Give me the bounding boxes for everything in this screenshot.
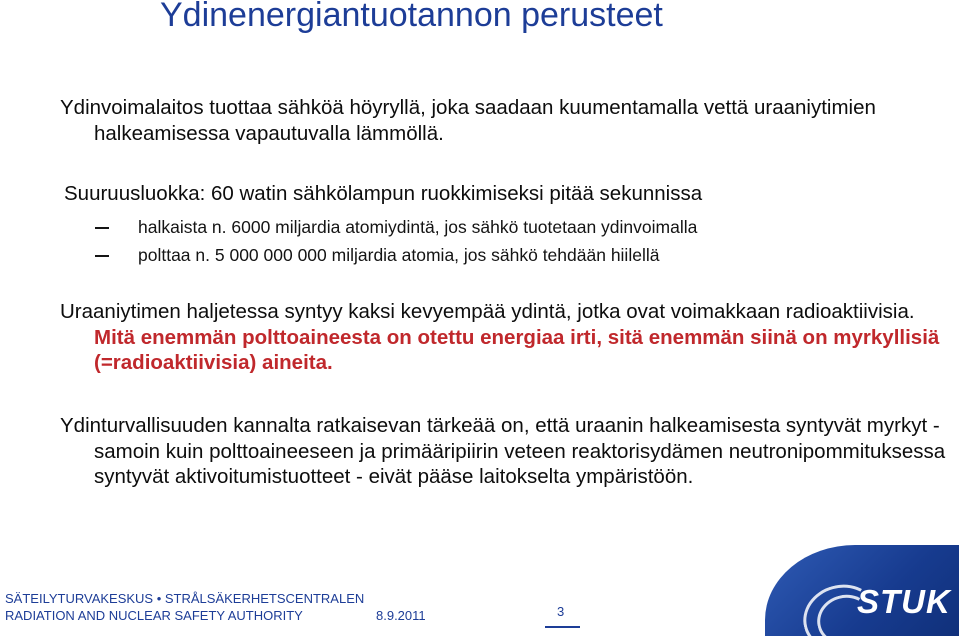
paragraph-safety: Ydinturvallisuuden kannalta ratkaisevan tärkeää on, että uraanin halkeamisesta syntyvät myrkyt - samoin kuin polttoaineeseen ja primääripiirin veteen reaktorisydämen neutronipommituksessa syntyvät aktivoitumistuotteet - eivät pääse laitokselta ympäristöön.: [60, 414, 946, 488]
sub-item-label: polttaa n. 5 000 000 000 miljardia atomia, jos sähkö tehdään hiilellä: [138, 245, 660, 265]
stuk-logo: [765, 545, 959, 636]
stuk-logo-text: STUK: [857, 583, 951, 620]
footer-date: 8.9.2011: [376, 608, 426, 623]
footer-org-line1: SÄTEILYTURVAKESKUS • STRÅLSÄKERHETSCENTRALEN: [5, 591, 365, 606]
dash-bullet-icon: [95, 227, 109, 229]
footer-org-line2: RADIATION AND NUCLEAR SAFETY AUTHORITY: [5, 608, 303, 623]
sub-item-label: halkaista n. 6000 miljardia atomiydintä, jos sähkö tuotetaan ydinvoimalla: [138, 217, 698, 237]
slide-title: Ydinenergiantuotannon perusteet: [160, 0, 663, 34]
paragraph-scale: Suuruusluokka: 60 watin sähkölampun ruokkimiseksi pitää sekunnissa: [64, 182, 703, 205]
page-number: 3: [557, 604, 565, 619]
paragraph-steam: Ydinvoimalaitos tuottaa sähköä höyryllä, joka saadaan kuumentamalla vettä uraaniytimien halkeamisessa vapautuvalla lämmöllä.: [60, 96, 876, 145]
paragraph-fission-products: [60, 299, 954, 376]
dash-bullet-icon: [95, 255, 109, 257]
page-number-underline: [545, 626, 580, 628]
highlight-text: Mitä enemmän polttoaineesta on otettu energiaa irti, sitä enemmän siinä on myrkyllisiä (=radioaktiivisia) aineita.: [94, 325, 940, 374]
fission-text: Uraaniytimen haljetessa syntyy kaksi kevyempää ydintä, jotka ovat voimakkaan radioaktiivisia.: [60, 300, 915, 323]
